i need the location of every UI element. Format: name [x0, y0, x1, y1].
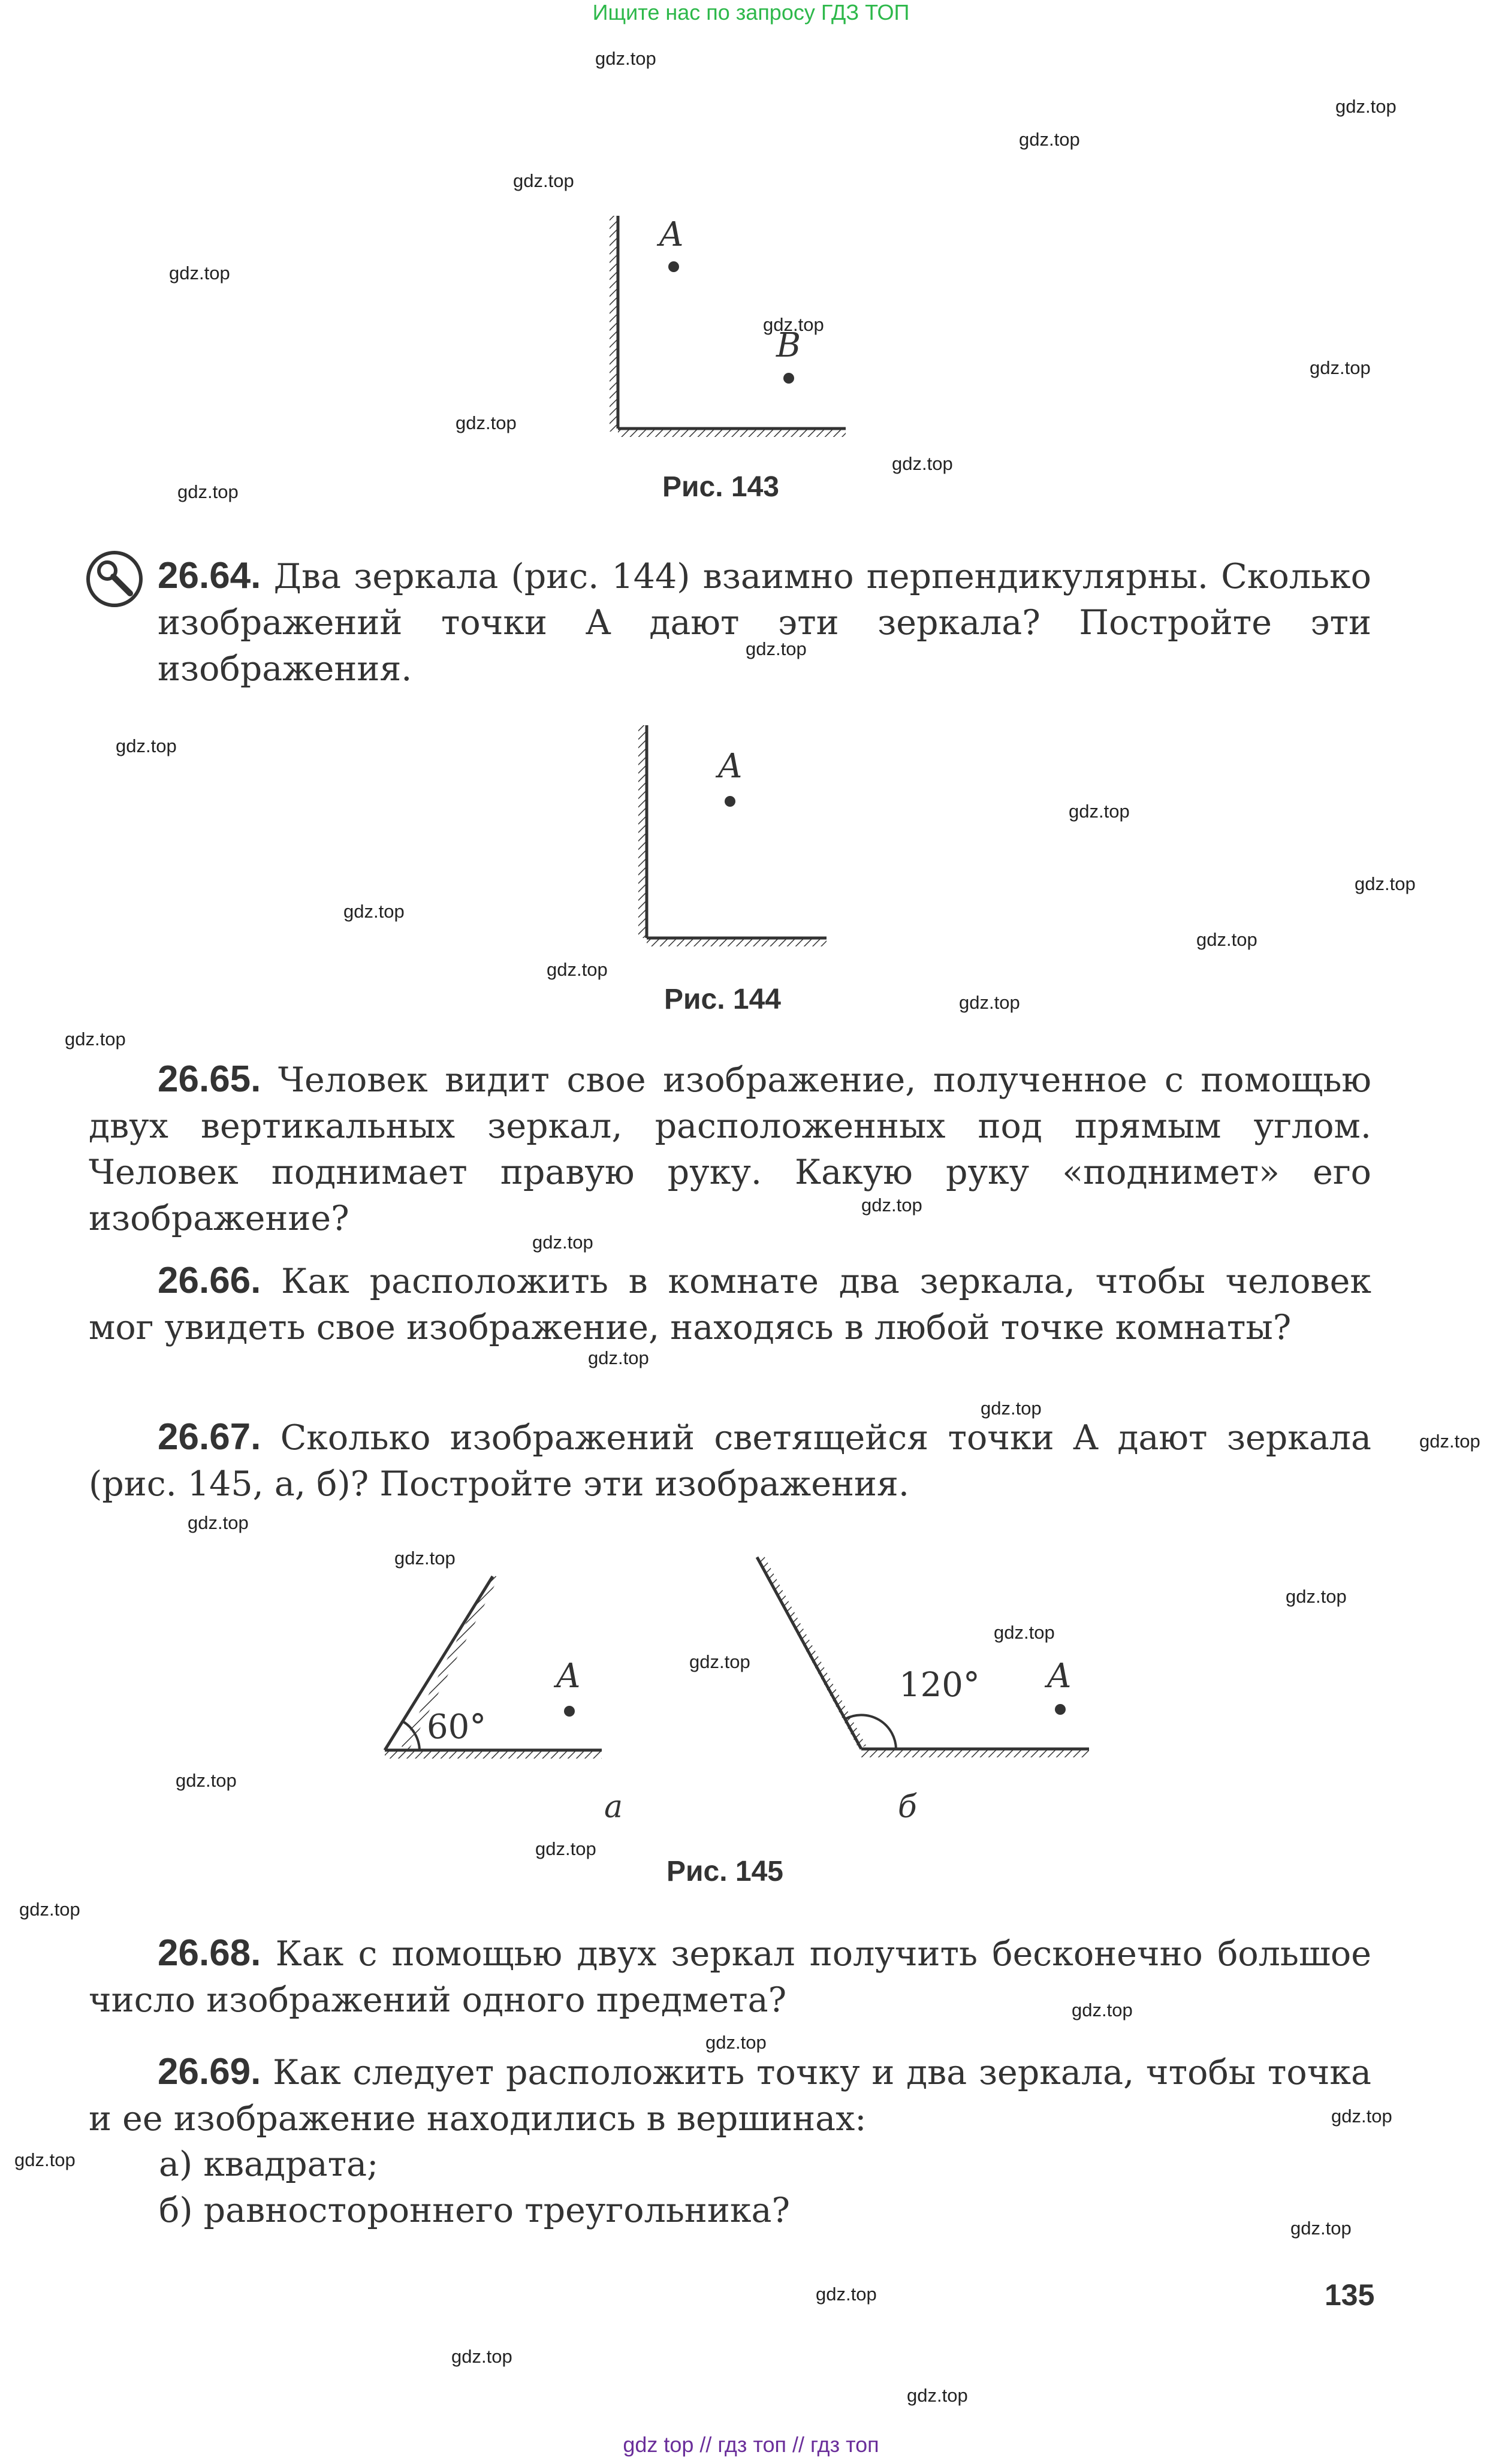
watermark: gdz.top	[177, 481, 239, 502]
watermark: gdz.top	[456, 412, 517, 433]
watermark: gdz.top	[689, 1651, 750, 1672]
watermark: gdz.top	[959, 992, 1020, 1013]
problem-text: Два зеркала (рис. 144) взаимно перпендикулярны. Сколько изображений точки A дают эти зеркала? Постройте эти изображения.	[158, 557, 1371, 689]
watermark: gdz.top	[535, 1838, 596, 1859]
problem-26-69-option-a: а) квадрата;	[159, 2145, 379, 2184]
fig145-caption: Рис. 145	[666, 1856, 783, 1887]
problem-text: Человек видит свое изображение, полученное с помощью двух вертикальных зеркал, расположенных под прямым углом. Человек поднимает правую руку. Какую руку «поднимет» его изображение?	[89, 1060, 1371, 1238]
fig145-sub-b: б	[898, 1789, 917, 1825]
problem-text: Как расположить в комнате два зеркала, чтобы человек мог увидеть свое изображение, находясь в любой точке комнаты?	[89, 1262, 1372, 1347]
problem-text: Как с помощью двух зеркал получить бесконечно большое число изображений одного предмета?	[89, 1934, 1371, 2020]
watermark: gdz.top	[705, 2032, 767, 2053]
watermark: gdz.top	[588, 1347, 649, 1368]
problem-26-67	[89, 1414, 1371, 1507]
watermark: gdz.top	[763, 314, 824, 335]
problem-26-69-option-b: б) равностороннего треугольника?	[159, 2191, 790, 2230]
watermark: gdz.top	[343, 901, 405, 922]
watermark: gdz.top	[116, 735, 177, 756]
label-a: A	[718, 747, 743, 786]
watermark: gdz.top	[19, 1899, 80, 1920]
problem-number: 26.64.	[158, 555, 261, 596]
watermark: gdz.top	[394, 1548, 456, 1569]
watermark: gdz.top	[532, 1232, 593, 1253]
watermark: gdz.top	[1069, 801, 1130, 822]
watermark: gdz.top	[1331, 2106, 1392, 2127]
problem-number: 26.68.	[158, 1932, 261, 1974]
watermark: gdz.top	[513, 170, 574, 191]
problem-26-68	[89, 1930, 1371, 2023]
point-a	[564, 1706, 575, 1717]
fig144-caption: Рис. 144	[664, 984, 781, 1015]
magnifier-icon	[86, 550, 146, 610]
watermark: gdz.top	[65, 1029, 126, 1049]
watermark: gdz.top	[892, 453, 953, 474]
watermark: gdz.top	[1419, 1431, 1480, 1452]
fig143-caption: Рис. 143	[662, 471, 779, 503]
figure-145-b	[752, 1552, 1100, 1762]
watermark: gdz.top	[1072, 1999, 1133, 2020]
watermark: gdz.top	[861, 1195, 922, 1216]
watermark: gdz.top	[907, 2385, 968, 2406]
label-a: A	[1047, 1657, 1072, 1696]
watermark: gdz.top	[1286, 1586, 1347, 1607]
problem-26-64	[158, 553, 1371, 692]
point-a	[725, 796, 735, 807]
point-a	[1055, 1704, 1066, 1715]
problem-26-66	[89, 1257, 1371, 1351]
figure-145-a	[372, 1564, 611, 1762]
watermark: gdz.top	[14, 2149, 76, 2170]
page-number: 135	[1325, 2278, 1375, 2312]
watermark: gdz.top	[1196, 929, 1257, 950]
problem-text: Сколько изображений светящейся точки A дают зеркала (рис. 145, а, б)? Постройте эти изображения.	[89, 1418, 1371, 1504]
watermark: gdz.top	[547, 959, 608, 980]
label-a: A	[556, 1657, 581, 1696]
watermark: gdz.top	[1019, 129, 1080, 150]
problem-text: Как следует расположить точку и два зеркала, чтобы точка и ее изображение находились в вершинах:	[89, 2053, 1371, 2139]
point-a	[668, 261, 679, 272]
watermark: gdz.top	[1355, 873, 1416, 894]
watermark: gdz.top	[1290, 2218, 1352, 2239]
watermark: gdz.top	[981, 1398, 1042, 1419]
watermark: gdz.top	[816, 2284, 877, 2305]
watermark: gdz.top	[994, 1622, 1055, 1643]
watermark: gdz.top	[451, 2346, 512, 2367]
figure-144	[629, 722, 833, 950]
problem-26-65	[89, 1056, 1371, 1242]
watermark: gdz.top	[1335, 96, 1397, 117]
label-b: B	[776, 326, 801, 365]
watermark: gdz.top	[1310, 357, 1371, 378]
problem-number: 26.65.	[158, 1058, 261, 1100]
problem-number: 26.69.	[158, 2051, 261, 2092]
watermark: gdz.top	[595, 48, 656, 69]
angle-label: 60°	[427, 1708, 487, 1747]
watermark: gdz.top	[188, 1512, 249, 1533]
watermark: gdz.top	[746, 638, 807, 659]
problem-number: 26.66.	[158, 1260, 261, 1301]
watermark: gdz.top	[176, 1770, 237, 1791]
fig145-sub-a: а	[604, 1789, 623, 1825]
top-banner[interactable]: Ищите нас по запросу ГДЗ ТОП	[592, 0, 910, 25]
problem-26-69	[89, 2049, 1371, 2142]
watermark: gdz.top	[169, 263, 230, 284]
problem-number: 26.67.	[158, 1416, 261, 1458]
point-b	[783, 373, 794, 384]
angle-label: 120°	[899, 1666, 980, 1705]
footer-links[interactable]: gdz top // гдз топ // гдз топ	[623, 2432, 879, 2457]
label-a: A	[659, 215, 684, 254]
